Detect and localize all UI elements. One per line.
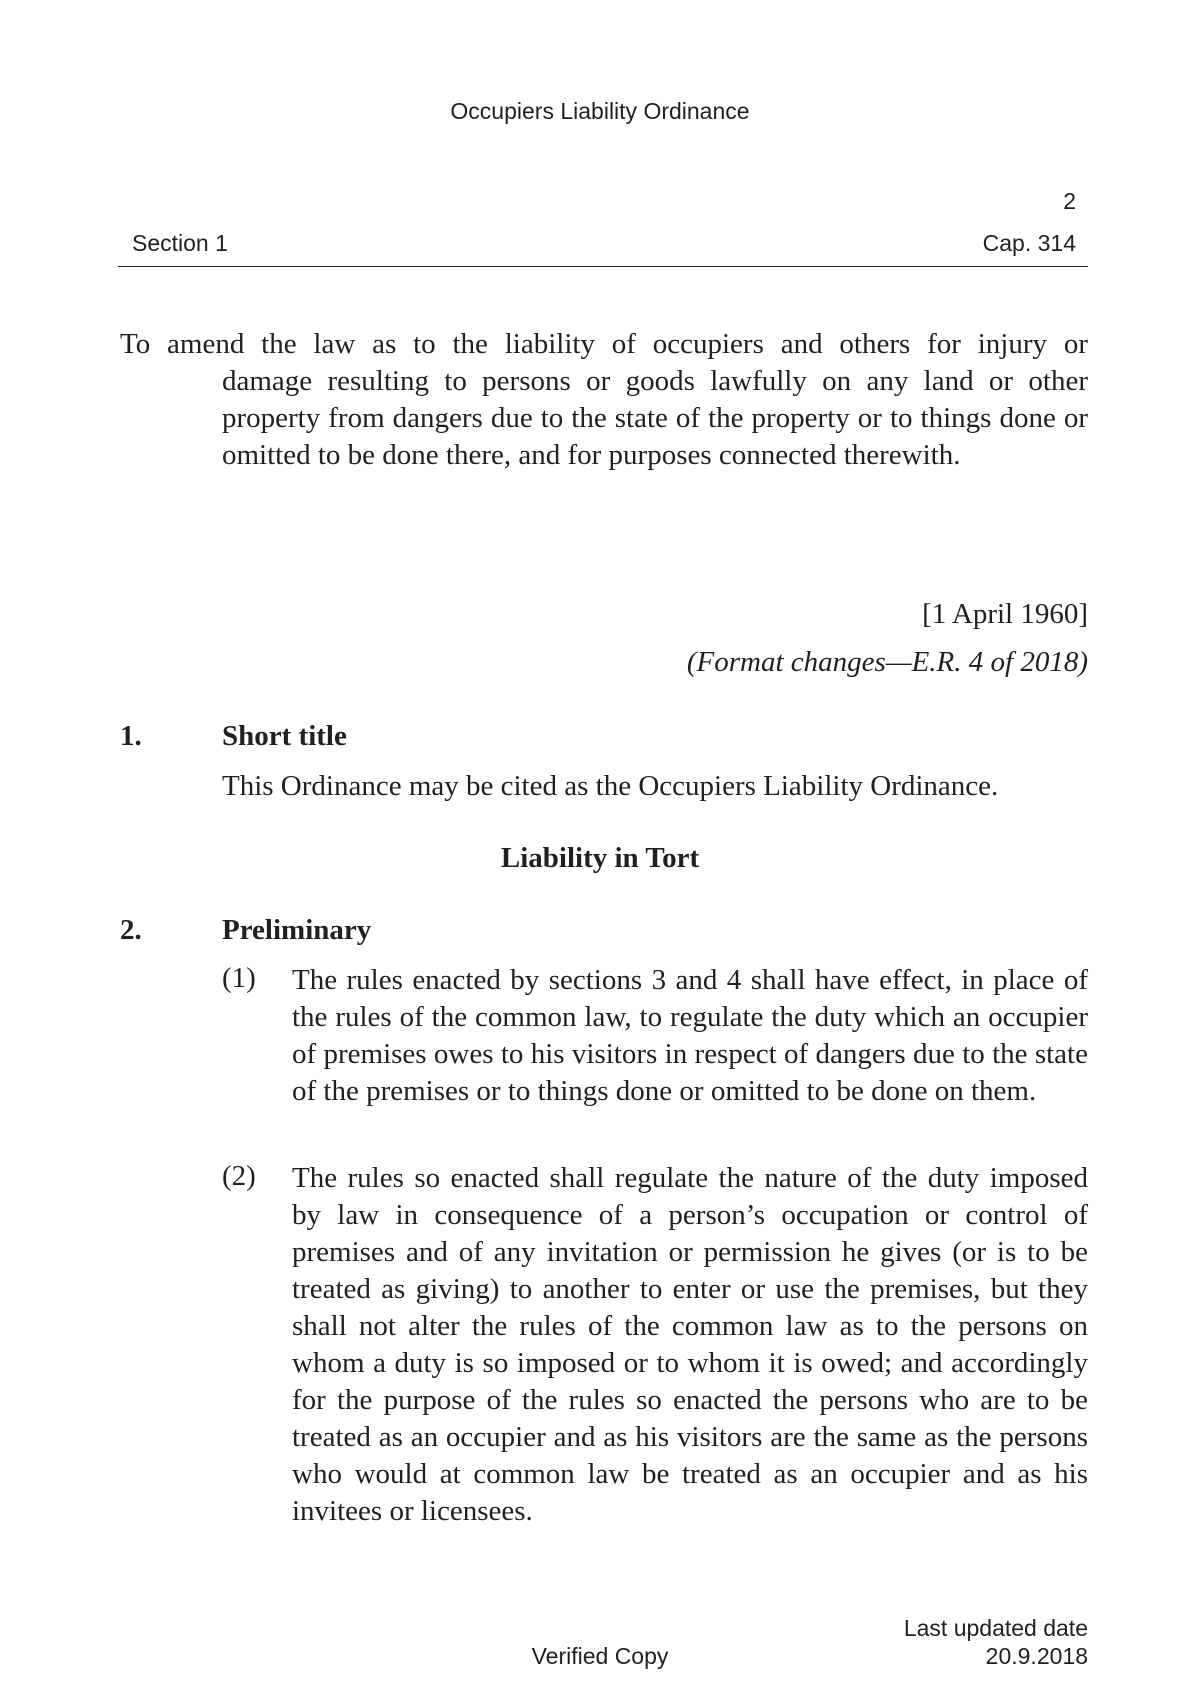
last-updated-date: 20.9.2018 — [985, 1643, 1088, 1669]
section-2-number: 2. — [120, 914, 142, 946]
subsection-text: The rules enacted by sections 3 and 4 shall have effect, in place of the rules of the common law, to regulate the duty which an occupier of premises owes to his visitors in respect of dangers due to the state of the premises or to things done or omitted to be done on them. — [292, 964, 1088, 1107]
long-title-continuation: damage resulting to persons or goods lawfully on any land or other property from dangers due to the state of the property or to things done or omitted to be done there, and for purposes connected therewith. — [222, 365, 1088, 471]
long-title-first-line: To amend the law as to the liability of occupiers and others for injury or — [120, 328, 1088, 360]
section-2-heading: Preliminary — [222, 914, 372, 946]
part-heading: Liability in Tort — [500, 842, 700, 874]
section-1-heading: Short title — [222, 720, 347, 752]
running-title: Occupiers Liability Ordinance — [450, 98, 750, 124]
subsection-number: (1) — [222, 962, 256, 994]
last-updated-label: Last updated date — [903, 1615, 1088, 1641]
subsection-text: The rules so enacted shall regulate the nature of the duty imposed by law in consequence of a person’s occupation or control of premises and of any invitation or permission he gives (or is to be treated as giving) to another to enter or use the premises, but they shall not alter the rules of the common law as to the persons on whom a duty is so imposed or to whom it is owed; and accordingly for the purpose of the rules so enacted the persons who are to be treated as an occupier and as his visitors are the same as the persons who would at common law be treated as an occupier and as his invitees or licensees. — [292, 1162, 1088, 1527]
chapter-label: Cap. 314 — [982, 230, 1076, 256]
subsection-number: (2) — [222, 1160, 256, 1192]
header-divider — [118, 266, 1088, 267]
section-1-text: This Ordinance may be cited as the Occupiers Liability Ordinance. — [222, 770, 999, 802]
format-changes-note: (Format changes—E.R. 4 of 2018) — [686, 646, 1088, 678]
subsection-2-1 — [222, 962, 1088, 1110]
page-number: 2 — [1063, 188, 1076, 214]
section-label: Section 1 — [132, 230, 228, 256]
subsection-2-2 — [222, 1160, 1088, 1530]
verified-copy-label: Verified Copy — [531, 1643, 669, 1669]
section-1-number: 1. — [120, 720, 142, 752]
commencement-date: [1 April 1960] — [922, 598, 1088, 630]
long-title — [120, 326, 1088, 474]
